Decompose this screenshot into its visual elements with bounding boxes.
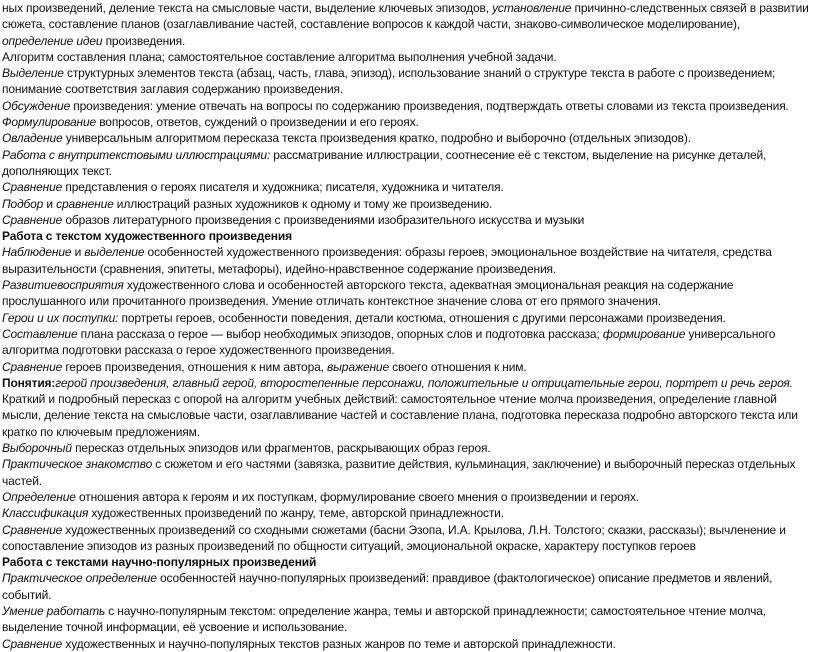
emphasized-text: установление: [492, 1, 572, 15]
emphasized-text: Практическое знакомство: [2, 457, 153, 472]
paragraph: [2, 212, 814, 228]
paragraph: [2, 505, 814, 521]
body-text: особенностей художественного произведения: образы героев, эмоциональное воздействие на читателя, средства выразительности (сравнения, эпитеты, метафоры), идейно-нравственное содержание произведения.: [2, 245, 772, 276]
paragraph: [2, 179, 814, 195]
paragraph: [2, 326, 814, 359]
paragraph: [2, 98, 814, 114]
emphasized-text: Развитиевосприятия: [2, 278, 124, 293]
body-text: представления о героях писателя и художника; писателя, художника и читателя.: [62, 180, 504, 195]
paragraph: [2, 570, 814, 603]
paragraph: [2, 114, 814, 130]
body-text: произведения: умение отвечать на вопросы по содержанию произведения, подтверждать ответы словами из текста произведения.: [70, 98, 789, 113]
paragraph: [2, 65, 814, 98]
emphasized-text: Подбор: [2, 196, 44, 211]
paragraph: [2, 522, 814, 555]
emphasized-text: Умение работать: [2, 603, 106, 618]
emphasized-text: Формулирование: [2, 115, 97, 130]
emphasized-text: Сравнение: [2, 212, 63, 227]
body-text: героев произведения, отношения к ним автора,: [62, 359, 327, 374]
body-text: плана рассказа о герое — выбор необходимых эпизодов, опорных слов и подготовка рассказа;: [77, 326, 603, 341]
emphasized-text: Составление: [2, 326, 78, 341]
emphasized-text: Овладение: [2, 131, 63, 146]
paragraph: [2, 196, 814, 212]
body-text: причинно-следственных связей в развитии сюжета, составление планов (озаглавливание частей, составление вопросов к каждой части, знаково-символическое моделирование),: [2, 1, 809, 32]
emphasized-text: сравнение: [56, 196, 114, 211]
paragraph: [2, 554, 814, 570]
emphasized-text: Выборочный: [2, 441, 72, 456]
paragraph: [2, 391, 814, 440]
paragraph: [2, 440, 814, 456]
body-text: образов литературного произведения с произведениями изобразительного искусства и музыки: [62, 212, 585, 227]
paragraph: [2, 310, 814, 326]
emphasized-text: Герои и их поступки:: [2, 310, 119, 325]
section-heading-text: Понятия:: [2, 375, 56, 390]
body-text: художественных произведений со сходными сюжетами (басни Эзопа, И.А. Крылова, Л.Н. Толстого; сказки, рассказы); вычленение и сопоставление эпизодов из разных произведений по общности ситуаций, эмоциональной окраске, характеру поступков героев: [2, 522, 786, 553]
body-text: ных произведений, деление текста на смысловые части, выделение ключевых эпизодов,: [2, 1, 493, 15]
body-text: иллюстраций разных художников к одному и тому же произведению.: [113, 196, 493, 211]
body-text: Алгоритм составления плана; самостоятельное составление алгоритма выполнения учебной задачи.: [2, 49, 557, 64]
body-text: структурных элементов текста (абзац, часть, глава, эпизод), использование знаний о структуре текста в работе с произведением; понимание соответствия заглавия содержанию произведения.: [2, 66, 776, 97]
body-text: и: [43, 196, 57, 211]
paragraph: [2, 130, 814, 146]
emphasized-text: выделение: [84, 245, 145, 260]
body-text: художественного слова и особенностей авторского текста, адекватная эмоциональная реакция на содержание прослушанного или прочитанного произведения. Умение отличать контекстное значение слова от его прямого значения.: [2, 278, 734, 309]
body-text: с сюжетом и его частями (завязка, развитие действия, кульминация, заключение) и выборочный пересказ отдельных частей.: [2, 457, 796, 488]
body-text: рассматривание иллюстрации, соотнесение её с текстом, выделение на рисунке деталей, дополняющих текст.: [2, 147, 767, 178]
paragraph: [2, 375, 814, 391]
paragraph: [2, 277, 814, 310]
paragraph: [2, 147, 814, 180]
body-text: пересказ отдельных эпизодов или фрагментов, раскрывающих образ героя.: [71, 441, 491, 456]
paragraph: [2, 0, 814, 49]
body-text: отношения автора к героям и их поступкам, формулирование своего мнения о произведении и героях.: [75, 489, 640, 504]
emphasized-text: Классификация: [2, 506, 89, 521]
paragraph: [2, 49, 814, 65]
emphasized-text: герой произведения, главный герой, второстепенные персонажи, положительные и отрицательные герои, портрет и речь героя.: [55, 375, 793, 390]
body-text: своего отношения к ним.: [388, 359, 527, 374]
emphasized-text: Обсуждение: [2, 98, 71, 113]
body-text: особенностей научно-популярных произведений: правдивое (фактологическое) описание предметов и явлений, событий.: [2, 571, 773, 602]
paragraph: [2, 228, 814, 244]
body-text: универсальным алгоритмом пересказа текста произведения кратко, подробно и выборочно (отдельных эпизодов).: [62, 131, 691, 146]
body-text: произведения.: [102, 33, 186, 48]
emphasized-text: Наблюдение: [2, 245, 72, 260]
emphasized-text: Работа с внутритекстовыми иллюстрациями:: [2, 147, 271, 162]
emphasized-text: выражение: [327, 359, 389, 374]
body-text: с научно-популярным текстом: определение жанра, темы и авторской принадлежности; самостоятельное чтение молча, выделение точной информации, её усвоение и использование.: [2, 603, 766, 635]
emphasized-text: Сравнение: [2, 359, 63, 374]
paragraph: [2, 603, 814, 636]
emphasized-text: формирование: [602, 326, 686, 341]
paragraph: [2, 244, 814, 277]
emphasized-text: Сравнение: [2, 180, 63, 195]
emphasized-text: Сравнение: [2, 636, 63, 651]
body-text: художественных и научно-популярных текстов разных жанров по теме и авторской принадлежности.: [62, 636, 616, 651]
paragraph: [2, 359, 814, 375]
paragraph: [2, 636, 814, 652]
emphasized-text: определение идеи: [2, 33, 103, 48]
paragraph: [2, 489, 814, 505]
body-text: универсального алгоритма подготовки рассказа о герое художественного произведения.: [2, 326, 776, 358]
body-text: художественных произведений по жанру, теме, авторской принадлежности.: [88, 506, 504, 521]
emphasized-text: Выделение: [2, 66, 64, 81]
emphasized-text: Сравнение: [2, 522, 63, 537]
body-text: и: [71, 245, 85, 260]
section-heading-text: Работа с текстами научно-популярных произведений: [2, 555, 317, 570]
emphasized-text: Определение: [2, 489, 76, 504]
section-heading-text: Работа с текстом художественного произведения: [2, 229, 292, 244]
paragraph: [2, 456, 814, 489]
emphasized-text: Практическое определение: [2, 571, 157, 586]
body-text: Краткий и подробный пересказ с опорой на алгоритм учебных действий: самостоятельное чтение молча произведения, определение главной мысли, деление текста на смысловые части, озаглавливание частей и составление плана, подготовка пересказа подробно авторского текста или кратко по ключевым предложениям.: [2, 392, 798, 439]
body-text: портреты героев, особенности поведения, детали костюма, отношения с другими персонажами произведения.: [118, 310, 726, 325]
body-text: вопросов, ответов, суждений о произведении и его героях.: [96, 115, 419, 130]
